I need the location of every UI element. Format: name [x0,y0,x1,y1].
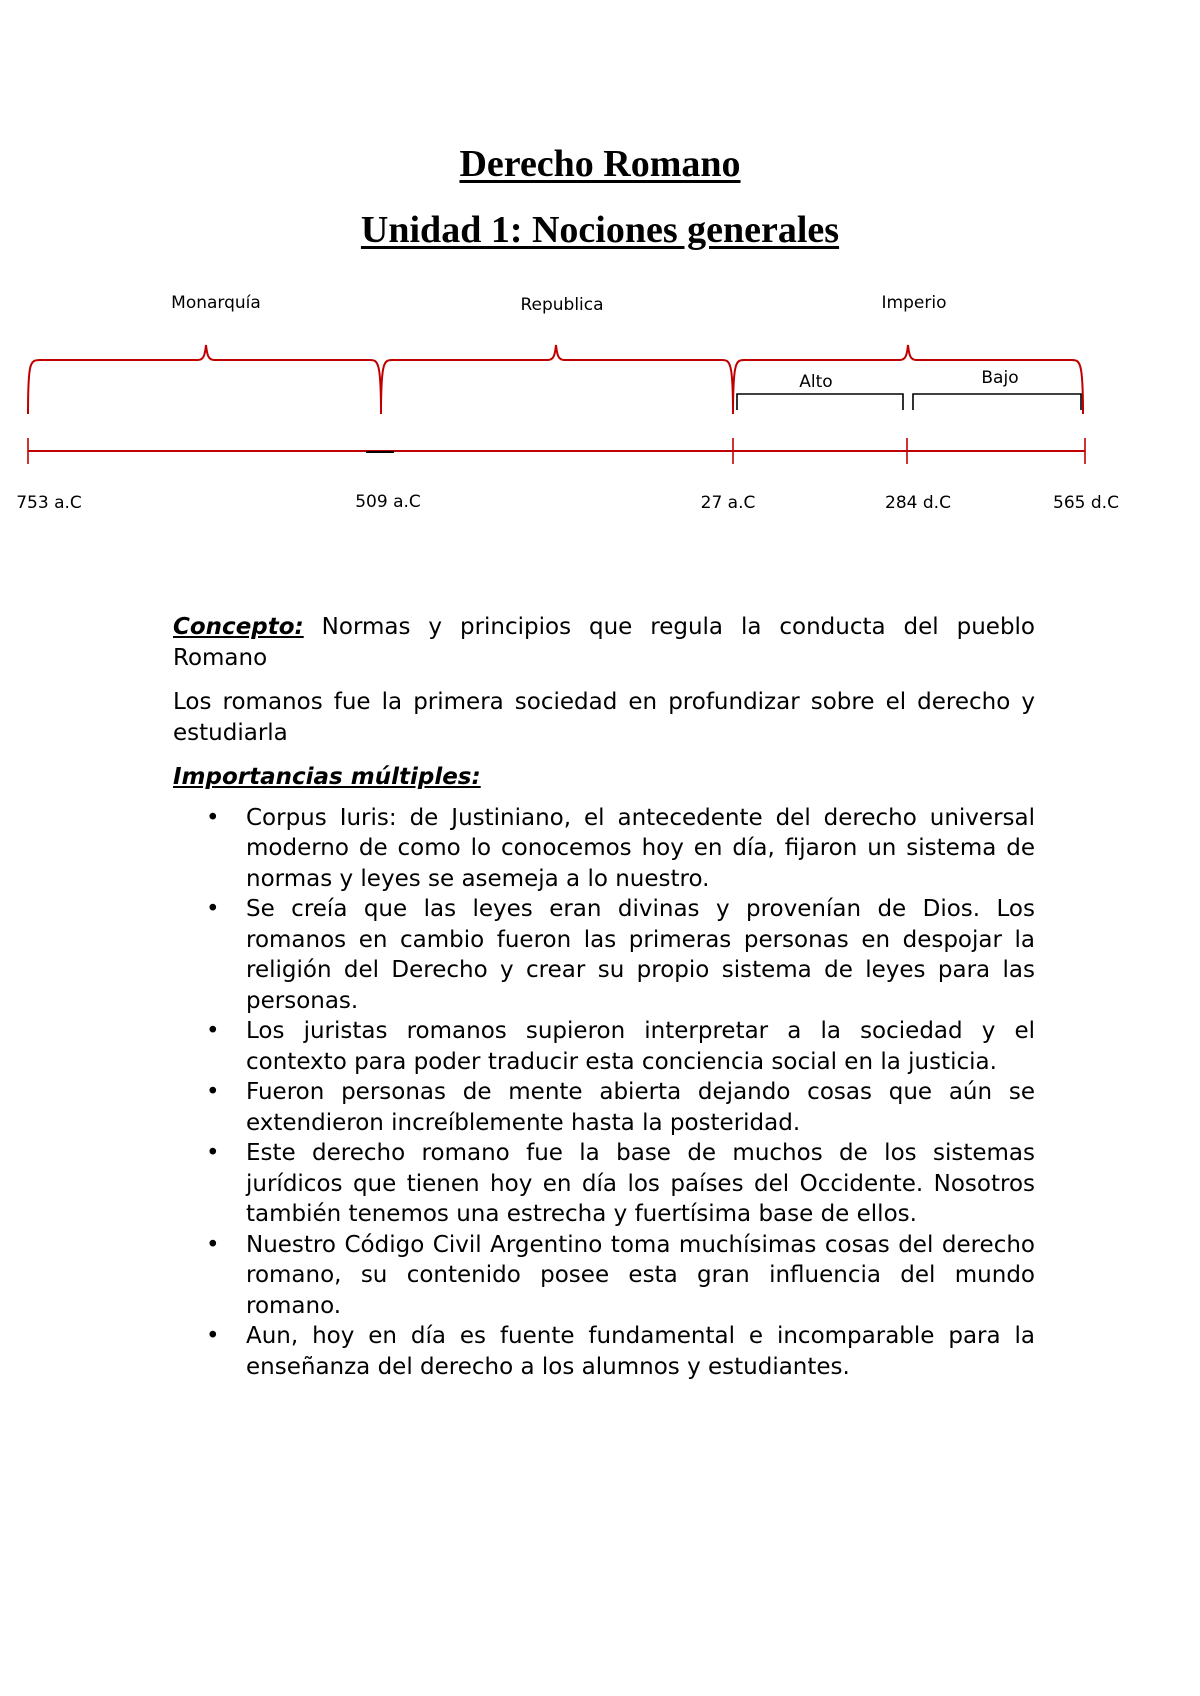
concepto-text: Normas y principios que regula la conducta del pueblo Romano [173,614,1035,671]
concepto-label: Concepto: [173,614,304,640]
bullet-icon: • [206,1079,220,1105]
bracket-bajo [913,394,1081,410]
brace-imperio [733,345,1083,414]
bullet-icon: • [206,1018,220,1044]
bracket-alto [737,394,903,410]
brace-monarquia [28,345,381,414]
bullet-icon: • [206,1323,220,1349]
bullet-icon: • [206,804,220,831]
date-label-509: 509 a.C [355,492,421,512]
intro-paragraph: Los romanos fue la primera sociedad en profundizar sobre el derecho y estudiarla [173,689,1035,746]
date-label-284: 284 d.C [885,493,951,513]
date-label-27: 27 a.C [700,493,756,513]
importancias-heading: Importancias múltiples: [173,764,481,790]
date-label-565: 565 d.C [1053,493,1119,513]
list-item: • Fueron personas de mente abierta dejando cosas que aún se extendieron increíblemente hasta la posteridad. [206,1079,1035,1136]
bullet-icon: • [206,1140,220,1166]
importancias-list [173,803,1035,1383]
list-item: • Se creía que las leyes eran divinas y provenían de Dios. Los romanos en cambio fueron las primeras personas en despojar la religión del Derecho y crear su propio sistema de leyes para las personas. [206,896,1035,1014]
list-item: • Este derecho romano fue la base de muchos de los sistemas jurídicos que tienen hoy en día los países del Occidente. Nosotros también tenemos una estrecha y fuertísima base de ellos. [206,1140,1035,1227]
bullet-icon: • [206,1231,220,1258]
document-body [173,612,1035,1382]
period-label-bajo: Bajo [981,368,1019,388]
roman-history-timeline [0,290,1200,520]
list-item: • Aun, hoy en día es fuente fundamental e incomparable para la enseñanza del derecho a los alumnos y estudiantes. [206,1323,1035,1380]
period-label-republica: Republica [520,295,604,315]
list-item: • Los juristas romanos supieron interpretar a la sociedad y el contexto para poder traducir esta conciencia social en la justicia. [206,1018,1035,1075]
period-label-imperio: Imperio [881,293,947,313]
period-label-monarquia: Monarquía [171,293,261,313]
document-title: Derecho Romano [459,143,741,185]
document-subtitle: Unidad 1: Nociones generales [360,209,840,251]
bullet-icon: • [206,896,220,922]
brace-republica [381,345,733,414]
list-item: • Corpus Iuris: de Justiniano, el antecedente del derecho universal moderno de como lo conocemos hoy en día, fijaron un sistema de normas y leyes se asemeja a lo nuestro. [206,804,1035,892]
list-item: • Nuestro Código Civil Argentino toma muchísimas cosas del derecho romano, su contenido posee esta gran influencia del mundo romano. [206,1231,1035,1319]
period-label-alto: Alto [799,372,833,392]
date-label-753: 753 a.C [16,493,82,513]
concepto-paragraph [173,612,1035,673]
